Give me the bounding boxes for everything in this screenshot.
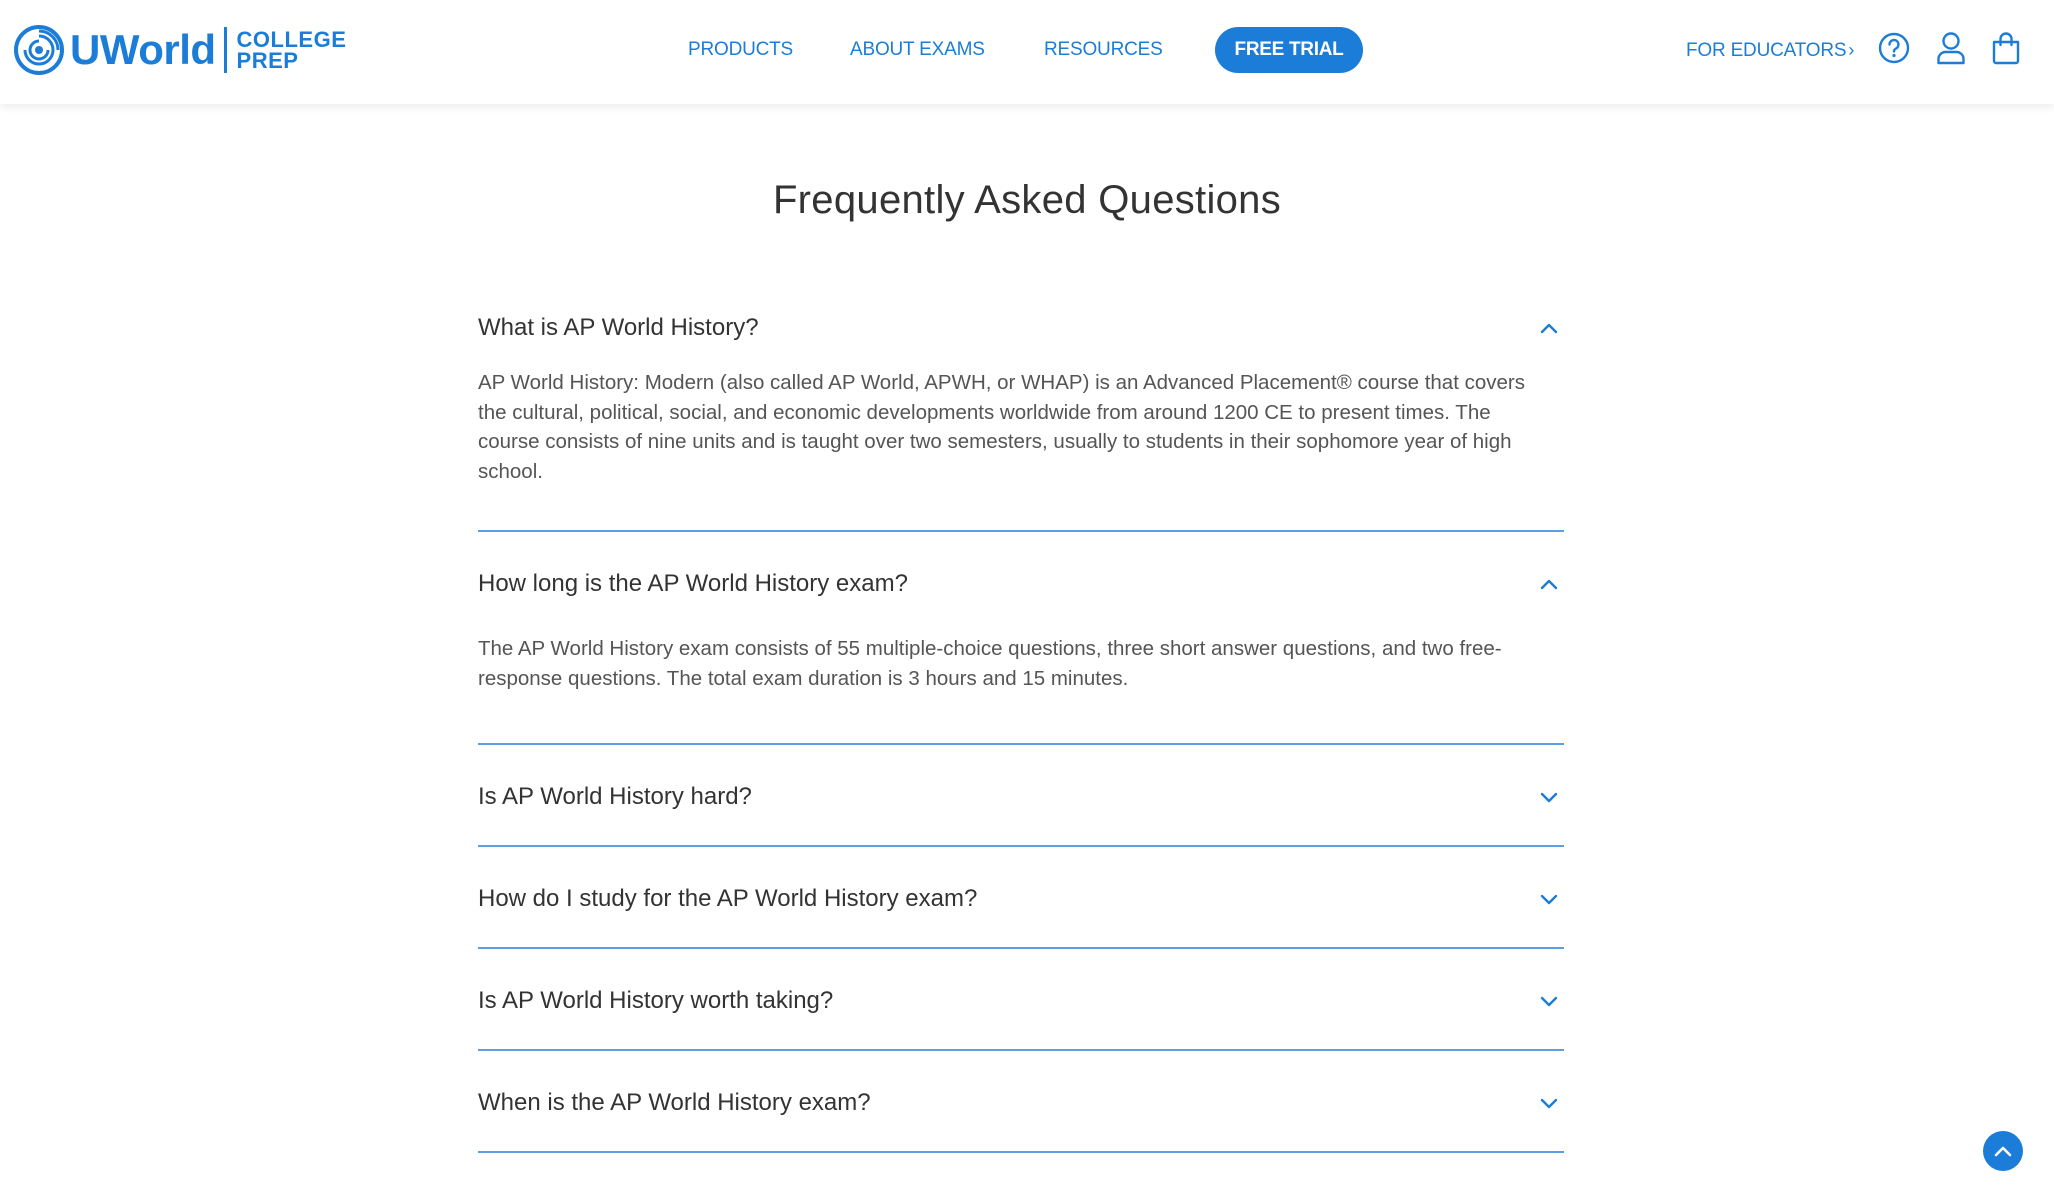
faq-question: Is AP World History worth taking? <box>478 987 834 1014</box>
back-to-top-button[interactable] <box>1983 1131 2023 1171</box>
chevron-up-icon <box>1538 317 1560 339</box>
nav-resources[interactable]: RESOURCES <box>1044 39 1163 60</box>
faq-question: What is AP World History? <box>478 314 759 341</box>
user-icon[interactable] <box>1934 30 1968 66</box>
faq-question: How do I study for the AP World History exam? <box>478 885 978 912</box>
faq-question: How long is the AP World History exam? <box>478 570 908 597</box>
nav-about-exams[interactable]: ABOUT EXAMS <box>850 39 985 60</box>
chevron-down-icon <box>1538 1092 1560 1114</box>
brand-sub-line2: PREP <box>236 48 299 73</box>
faq-answer: AP World History: Modern (also called AP World, APWH, or WHAP) is an Advanced Placement® course that covers the cultural, political, social, and economic developments worldwide from around 1200 CE to present times. The course consists of nine units and is taught over two semesters, usually to students in their sophomore year of high school. <box>478 371 1525 483</box>
free-trial-button[interactable]: FREE TRIAL <box>1215 27 1363 73</box>
logo-divider <box>224 27 227 73</box>
faq-answer: The AP World History exam consists of 55 multiple-choice questions, three short answer questions, and two free-response questions. The total exam duration is 3 hours and 15 minutes. <box>478 637 1502 690</box>
site-header <box>0 0 2054 104</box>
faq-item <box>478 1051 1564 1153</box>
chevron-down-icon <box>1538 786 1560 808</box>
brand-name: UWorld <box>70 26 216 73</box>
faq-question-toggle[interactable] <box>478 532 1564 632</box>
chevron-down-icon <box>1538 990 1560 1012</box>
chevron-up-icon <box>1538 573 1560 595</box>
brand-sub-line1: COLLEGE <box>236 27 347 52</box>
faq-item <box>478 532 1564 745</box>
faq-item <box>478 949 1564 1051</box>
faq-question-toggle[interactable] <box>478 847 1564 947</box>
faq-item <box>478 745 1564 847</box>
faq-list <box>478 288 1564 1153</box>
for-educators-link[interactable] <box>1686 27 1854 73</box>
chevron-down-icon <box>1538 888 1560 910</box>
faq-item <box>478 288 1564 532</box>
faq-question: Is AP World History hard? <box>478 783 752 810</box>
uworld-globe-icon <box>14 25 64 75</box>
faq-title: Frequently Asked Questions <box>772 178 1282 222</box>
faq-question-toggle[interactable] <box>478 745 1564 845</box>
faq-item <box>478 847 1564 949</box>
faq-question-toggle[interactable] <box>478 949 1564 1049</box>
nav-products[interactable]: PRODUCTS <box>688 39 794 60</box>
help-icon[interactable] <box>1877 30 1911 66</box>
chevron-right-icon: › <box>1848 40 1855 60</box>
shopping-bag-icon[interactable] <box>1989 30 2023 66</box>
faq-question: When is the AP World History exam? <box>478 1089 871 1116</box>
for-educators-label: FOR EDUCATORS <box>1686 40 1847 61</box>
brand-subtitle <box>237 29 347 71</box>
uworld-logo[interactable] <box>14 24 346 76</box>
faq-question-toggle[interactable] <box>478 288 1564 366</box>
arrow-up-icon <box>1994 1146 2012 1157</box>
faq-question-toggle[interactable] <box>478 1051 1564 1151</box>
